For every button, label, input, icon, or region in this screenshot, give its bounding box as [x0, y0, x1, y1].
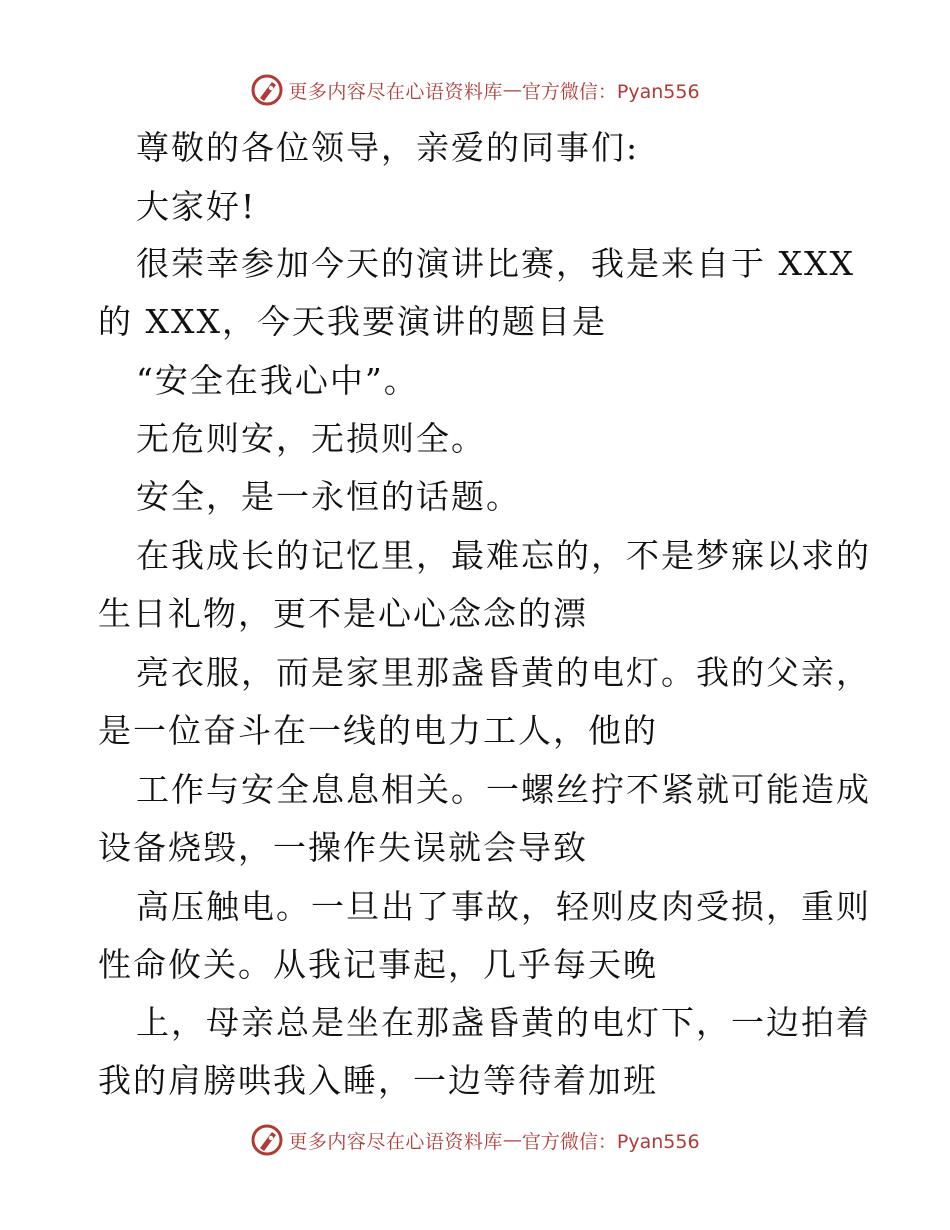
paragraph-line: 性命攸关。从我记事起，几乎每天晚	[98, 945, 658, 984]
paragraph-line: 生日礼物，更不是心心念念的漂	[98, 594, 588, 633]
paragraph-line: 工作与安全息息相关。一螺丝拧不紧就可能造成	[136, 770, 871, 809]
paragraph-line: 亮衣服，而是家里那盏昏黄的电灯。我的父亲，	[136, 653, 871, 692]
banner-contact-text: 官方微信：Pyan556	[521, 80, 700, 103]
paragraph-line: 上，母亲总是坐在那盏昏黄的电灯下，一边拍着	[136, 1003, 871, 1042]
footer-banner	[0, 1120, 950, 1160]
paragraph-line: 尊敬的各位领导，亲爱的同事们:	[136, 128, 640, 167]
paragraph-line: 安全，是一永恒的话题。	[136, 477, 521, 516]
paragraph-line: 是一位奋斗在一线的电力工人，他的	[98, 711, 658, 750]
banner-brand-text: 更多内容尽在心语资料库	[288, 1130, 503, 1153]
paragraph-line: 我的肩膀哄我入睡，一边等待着加班	[98, 1061, 658, 1100]
pen-logo-icon	[250, 1123, 284, 1157]
banner-contact-text: 官方微信：Pyan556	[521, 1130, 700, 1153]
paragraph-line: 在我成长的记忆里，最难忘的，不是梦寐以求的	[136, 536, 871, 575]
banner-brand-text: 更多内容尽在心语资料库	[288, 80, 503, 103]
banner-dash: —	[502, 79, 522, 101]
paragraph-line: 设备烧毁，一操作失误就会导致	[98, 828, 588, 867]
paragraph-line: 很荣幸参加今天的演讲比赛，我是来自于 XXX	[136, 244, 855, 283]
banner-dash: —	[502, 1129, 522, 1151]
paragraph-line: “安全在我心中”。	[136, 361, 419, 400]
header-banner	[0, 70, 950, 110]
paragraph-line: 大家好!	[136, 187, 257, 226]
paragraph-line: 的 XXX，今天我要演讲的题目是	[98, 302, 607, 341]
pen-logo-icon	[250, 73, 284, 107]
paragraph-line: 无危则安，无损则全。	[136, 419, 486, 458]
paragraph-line: 高压触电。一旦出了事故，轻则皮肉受损，重则	[136, 887, 871, 926]
